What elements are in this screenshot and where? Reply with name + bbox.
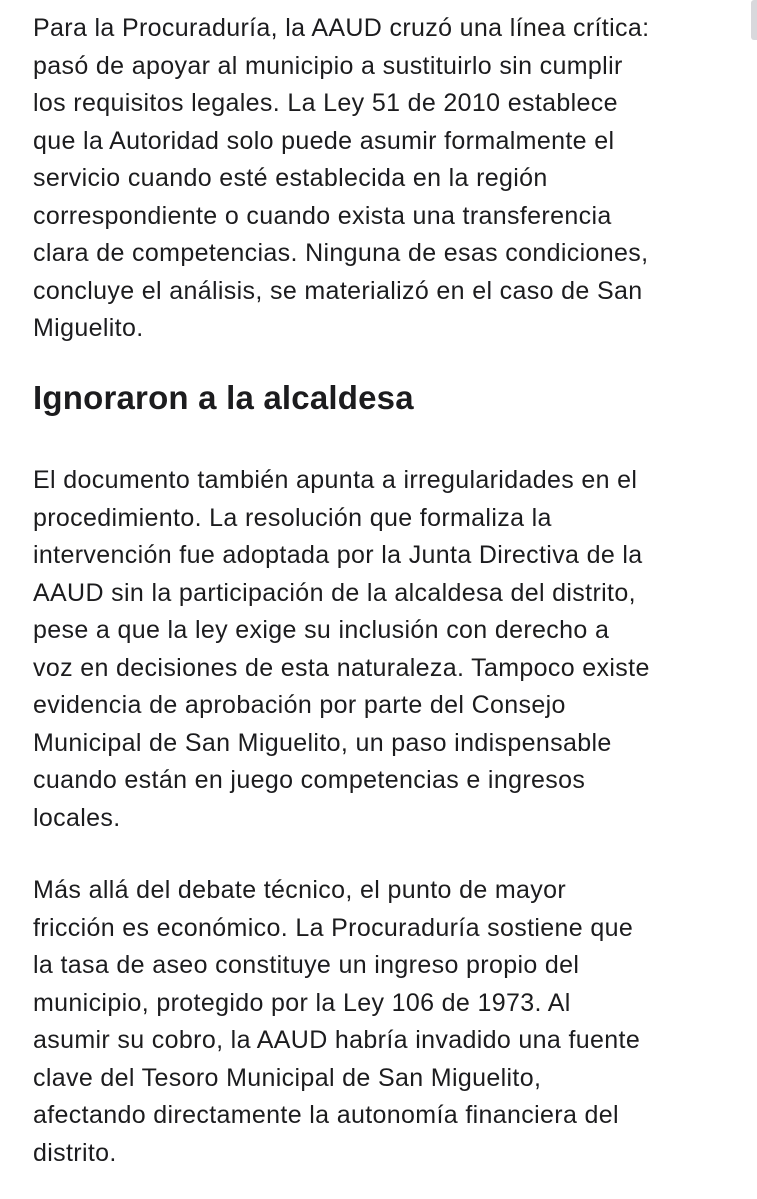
paragraph-line: clave del Tesoro Municipal de San Miguelito, bbox=[33, 1063, 542, 1092]
paragraph-line: locales. bbox=[33, 803, 121, 832]
paragraph-line: afectando directamente la autonomía financiera del bbox=[33, 1101, 619, 1129]
article-paragraph bbox=[33, 872, 640, 1172]
paragraph-line: Más allá del debate técnico, el punto de mayor bbox=[33, 876, 567, 904]
paragraph-line: que la Autoridad solo puede asumir formalmente el bbox=[33, 126, 615, 155]
paragraph-line: voz en decisiones de esta naturaleza. Tampoco existe bbox=[33, 653, 650, 682]
paragraph-line: la tasa de aseo constituye un ingreso propio del bbox=[33, 951, 580, 979]
paragraph-line: El documento también apunta a irregularidades en el bbox=[33, 466, 638, 494]
paragraph-line: procedimiento. La resolución que formaliza la bbox=[33, 503, 552, 532]
section-heading: Ignoraron a la alcaldesa bbox=[33, 379, 414, 416]
paragraph-line: pese a que la ley exige su inclusión con derecho a bbox=[33, 616, 610, 644]
paragraph-line: municipio, protegido por la Ley 106 de 1973. Al bbox=[33, 988, 571, 1017]
paragraph-line: pasó de apoyar al municipio a sustituirlo sin cumplir bbox=[33, 51, 623, 80]
article-paragraph bbox=[33, 10, 649, 348]
article-paragraph bbox=[33, 462, 650, 837]
paragraph-line: correspondiente o cuando exista una transferencia bbox=[33, 201, 612, 230]
paragraph-line: los requisitos legales. La Ley 51 de 2010 establece bbox=[33, 89, 618, 117]
paragraph-line: evidencia de aprobación por parte del Consejo bbox=[33, 691, 566, 719]
paragraph-line: distrito. bbox=[33, 1138, 117, 1167]
paragraph-line: Municipal de San Miguelito, un paso indispensable bbox=[33, 728, 612, 757]
scrollbar-thumb[interactable] bbox=[751, 0, 757, 40]
paragraph-line: concluye el análisis, se materializó en el caso de San bbox=[33, 276, 643, 305]
paragraph-line: AAUD sin la participación de la alcaldesa del distrito, bbox=[33, 578, 636, 607]
paragraph-line: intervención fue adoptada por la Junta Directiva de la bbox=[33, 541, 643, 569]
paragraph-line: asumir su cobro, la AAUD habría invadido una fuente bbox=[33, 1026, 641, 1054]
paragraph-line: Para la Procuraduría, la AAUD cruzó una línea crítica: bbox=[33, 14, 650, 42]
paragraph-line: servicio cuando esté establecida en la región bbox=[33, 164, 548, 192]
paragraph-line: clara de competencias. Ninguna de esas condiciones, bbox=[33, 239, 649, 267]
paragraph-line: fricción es económico. La Procuraduría sostiene que bbox=[33, 913, 634, 942]
paragraph-line: cuando están en juego competencias e ingresos bbox=[33, 766, 586, 794]
paragraph-line: Miguelito. bbox=[33, 314, 144, 342]
